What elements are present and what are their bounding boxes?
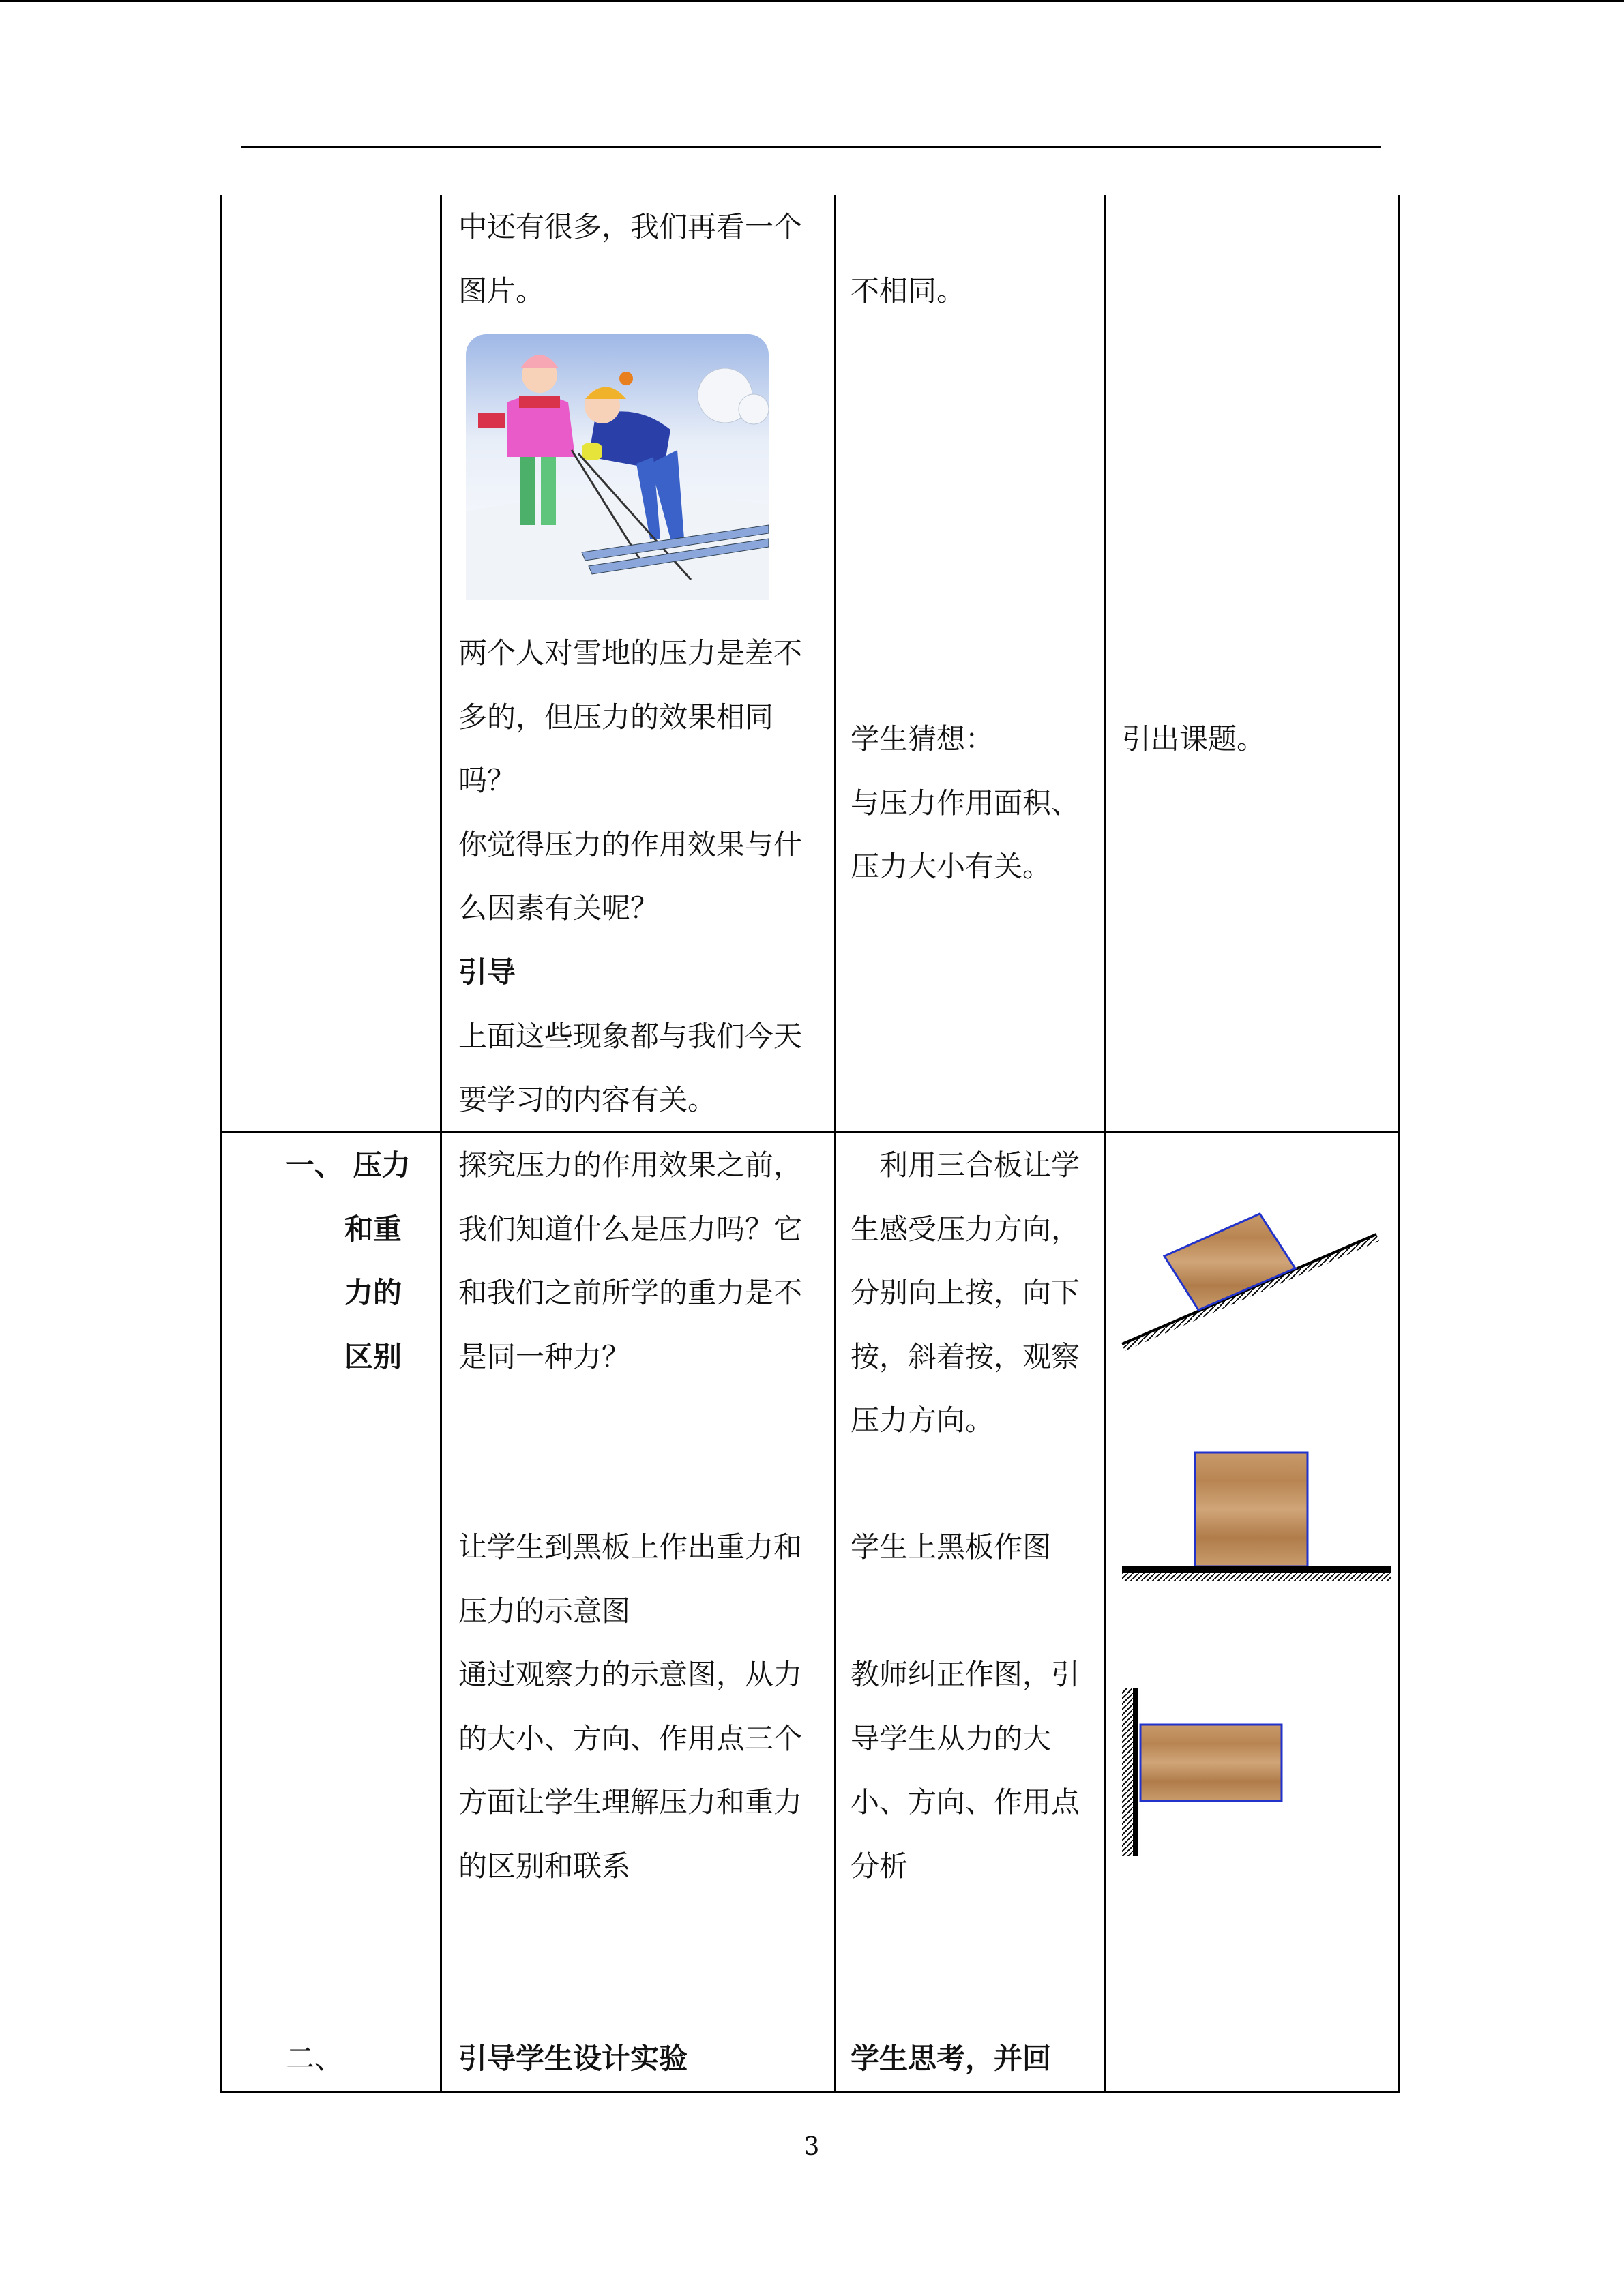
text-line: 生感受压力方向， bbox=[851, 1212, 1080, 1246]
header-rule bbox=[241, 146, 1381, 148]
text-line: 小、方向、作用点 bbox=[851, 1785, 1080, 1819]
row1-student-response: 不相同。 bbox=[851, 274, 966, 308]
wall-block-diagram bbox=[1122, 1688, 1282, 1856]
text-line: 和我们之前所学的重力是不 bbox=[458, 1276, 803, 1310]
text-line: 力的 bbox=[344, 1276, 402, 1310]
text-line: 的区别和联系 bbox=[458, 1849, 631, 1883]
row2-section-title bbox=[286, 1133, 411, 1388]
skiing-illustration bbox=[466, 334, 769, 600]
text-line: 上面这些现象都与我们今天 bbox=[458, 1019, 803, 1053]
table-border-left bbox=[220, 195, 222, 2093]
text-line: 教师纠正作图，引 bbox=[851, 1658, 1080, 1691]
text-line: 我们知道什么是压力吗？它 bbox=[458, 1212, 803, 1246]
table-col-divider bbox=[440, 195, 442, 2093]
row3-student: 学生思考，并回 bbox=[851, 2042, 1052, 2075]
table-border-bottom bbox=[221, 2091, 1400, 2093]
text-line: 分析 bbox=[851, 1849, 909, 1883]
text-line: 利用三合板让学 bbox=[851, 1148, 1080, 1182]
text-line: 两个人对雪地的压力是差不 bbox=[458, 636, 803, 670]
row3-section-title: 二、 bbox=[286, 2042, 344, 2075]
text-line: 是同一种力？ bbox=[458, 1339, 631, 1373]
text-line: 探究压力的作用效果之前， bbox=[458, 1148, 803, 1182]
row1-intent: 引出课题。 bbox=[1122, 722, 1266, 756]
text-line: 学生猜想： bbox=[851, 722, 994, 756]
text-line: 你觉得压力的作用效果与什 bbox=[458, 827, 803, 861]
table-border-right bbox=[1398, 195, 1400, 2093]
row2-activity-2 bbox=[458, 1515, 802, 1898]
text-line: 压力方向。 bbox=[851, 1403, 994, 1437]
table-col-divider bbox=[834, 195, 836, 2093]
text-line: 区别 bbox=[344, 1339, 402, 1373]
ground-block-diagram bbox=[1122, 1452, 1391, 1581]
text-line: 方面让学生理解压力和重力 bbox=[458, 1785, 803, 1819]
text-line: 图片。 bbox=[458, 273, 545, 308]
text-line: 的大小、方向、作用点三个 bbox=[458, 1721, 803, 1755]
guide-heading: 引导 bbox=[458, 955, 516, 989]
row1-activity-text bbox=[458, 195, 802, 323]
row3-activity: 引导学生设计实验 bbox=[458, 2042, 688, 2075]
text-line: 通过观察力的示意图，从力 bbox=[458, 1658, 803, 1692]
row2-student-2: 学生上黑板作图 bbox=[851, 1530, 1052, 1564]
text-line: 分别向上按，向下 bbox=[851, 1276, 1080, 1310]
text-line: 按，斜着按，观察 bbox=[851, 1339, 1080, 1373]
text-line: 中还有很多，我们再看一个 bbox=[458, 210, 803, 243]
page-top-border bbox=[0, 0, 1624, 2]
row2-activity-1 bbox=[458, 1133, 802, 1388]
text-line: 压力的示意图 bbox=[458, 1594, 631, 1628]
text-line: 压力大小有关。 bbox=[851, 850, 1052, 884]
text-line: 一、 压力 bbox=[286, 1148, 411, 1182]
text-line: 要学习的内容有关。 bbox=[458, 1083, 717, 1117]
text-line: 多的，但压力的效果相同 bbox=[458, 700, 774, 734]
force-diagrams bbox=[1105, 1159, 1398, 1875]
row1-activity-question bbox=[458, 621, 802, 1132]
row2-student-1 bbox=[851, 1133, 1080, 1452]
text-line: 让学生到黑板上作出重力和 bbox=[458, 1530, 803, 1564]
text-line: 导学生从力的大 bbox=[851, 1721, 1052, 1755]
text-line: 吗？ bbox=[458, 764, 516, 798]
page-number: 3 bbox=[803, 2133, 820, 2161]
text-line: 么因素有关呢？ bbox=[458, 891, 660, 925]
row2-student-3 bbox=[851, 1643, 1080, 1898]
incline-block-diagram bbox=[1122, 1214, 1379, 1351]
row1-student-guess bbox=[851, 707, 1080, 899]
text-line: 和重 bbox=[344, 1212, 402, 1246]
text-line: 与压力作用面积、 bbox=[851, 786, 1080, 820]
